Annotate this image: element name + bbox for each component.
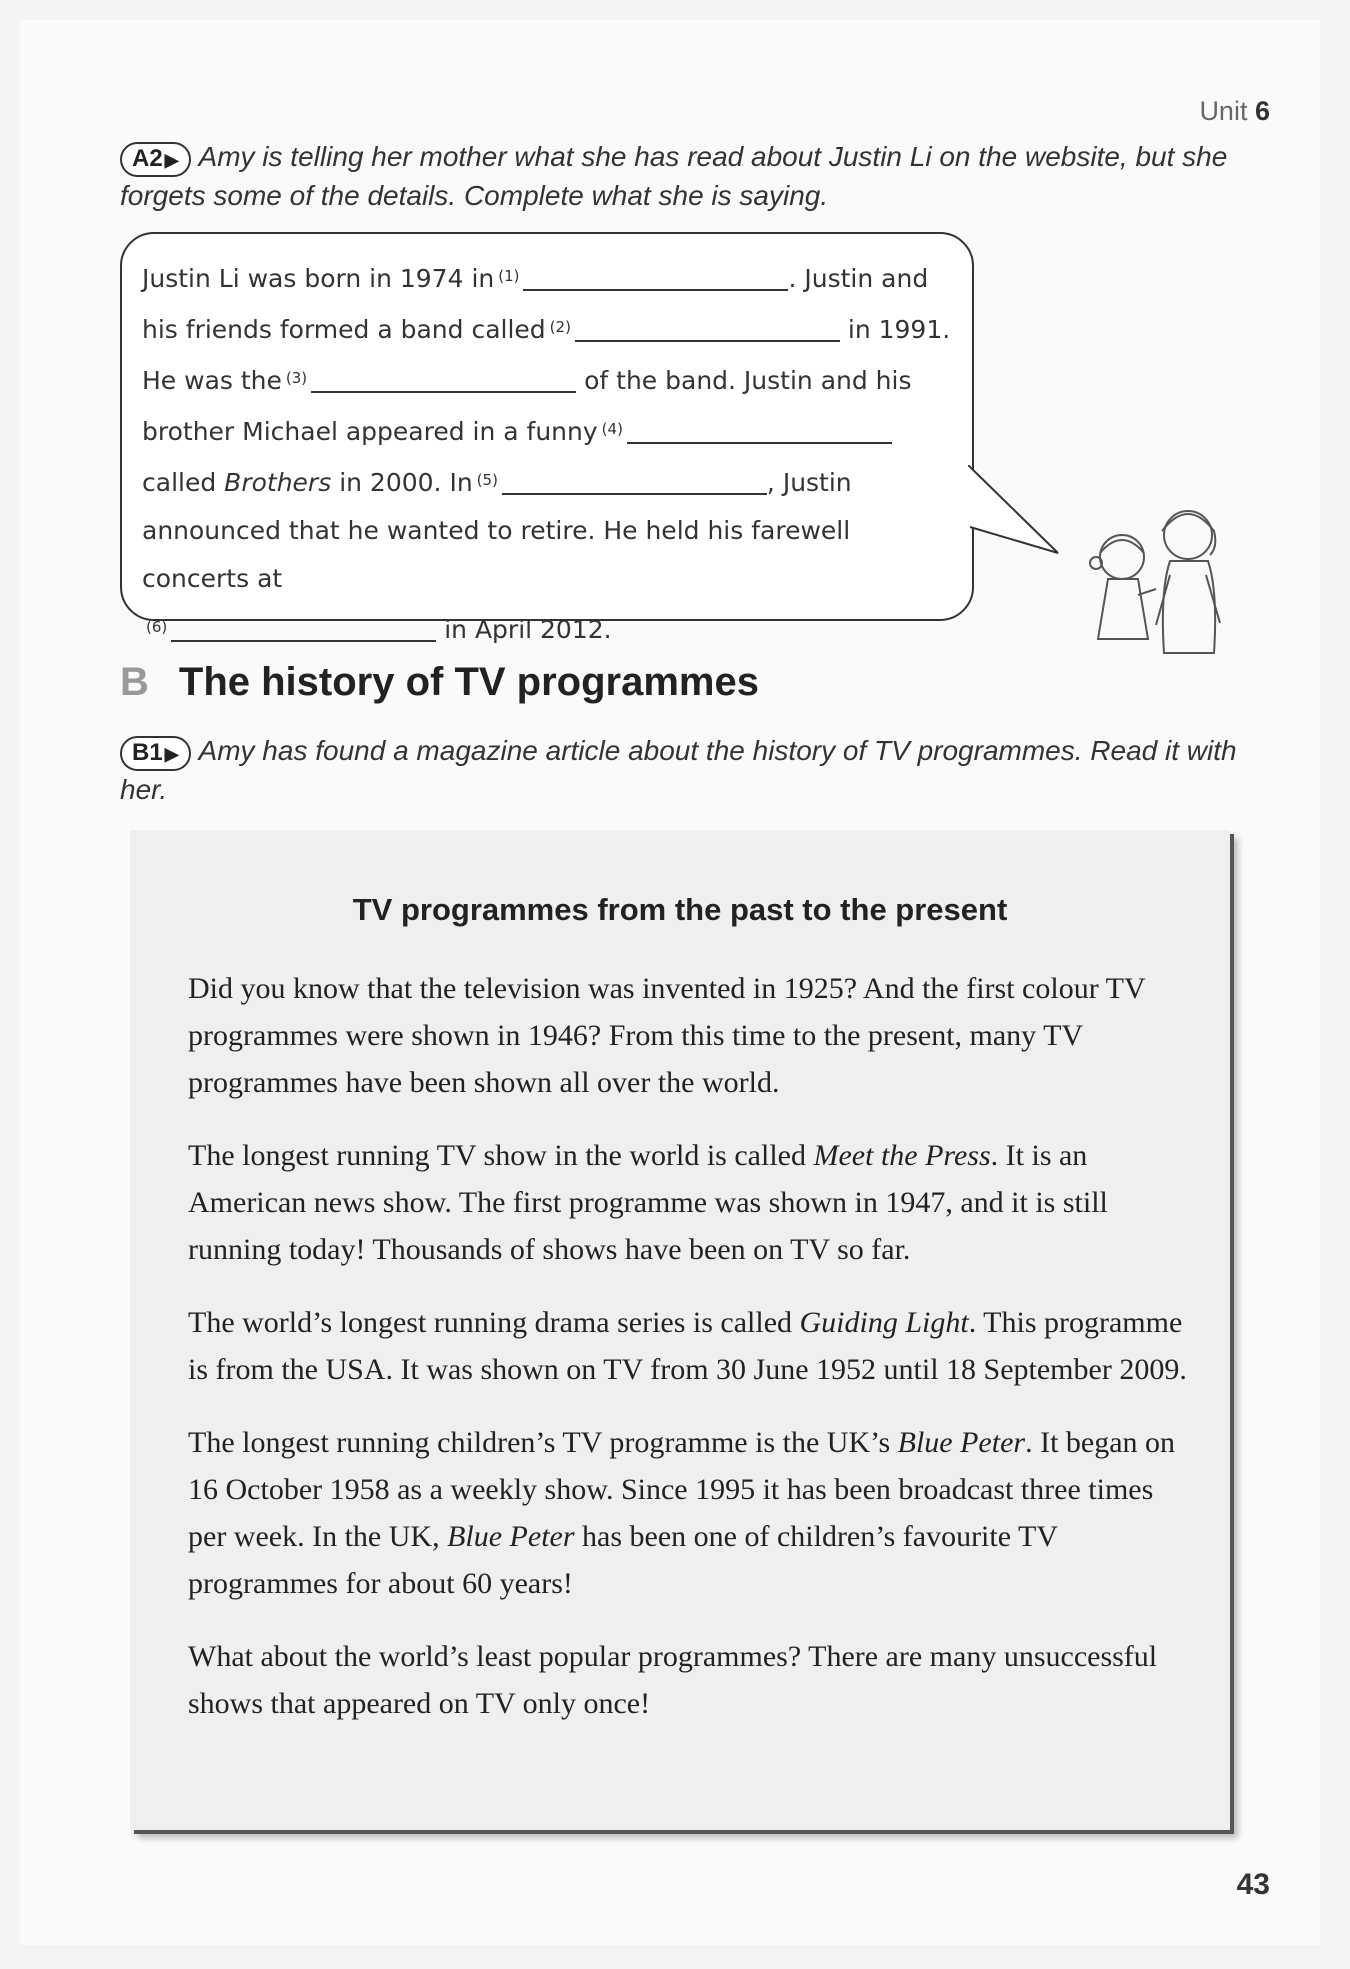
blank-2[interactable]	[575, 314, 840, 342]
article-paragraph-5: What about the world’s least popular programmes? There are many unsuccessful shows that appeared on TV only once!	[188, 1640, 1158, 1720]
amy-and-mother-illustration	[1080, 495, 1240, 665]
blank-5[interactable]	[502, 467, 767, 495]
unit-label: Unit 6	[1199, 96, 1270, 126]
article-body	[188, 965, 1188, 1753]
magazine-article	[130, 830, 1230, 1830]
unit-number: 6	[1254, 96, 1270, 126]
speech-bubble-pointer	[968, 465, 1068, 565]
b1-badge: B1 ▶	[120, 736, 191, 771]
article-paragraph-1: Did you know that the television was invented in 1925? And the first colour TV programmes were shown in 1946? From this time to the present, many TV programmes have been shown all over the world.	[188, 972, 1146, 1099]
article-paragraph-3: The world’s longest running drama series is called Guiding Light. This programme is from the USA. It was shown on TV from 30 June 1952 until 18 September 2009.	[188, 1306, 1187, 1386]
article-paragraph-2: The longest running TV show in the world is called Meet the Press. It is an American news show. The first programme was shown in 1947, and it is still running today! Thousands of shows have been on TV so far.	[188, 1139, 1108, 1266]
a2-instruction: Amy is telling her mother what she has read about Justin Li on the website, but she forgets some of the details. Complete what she is saying.	[120, 141, 1228, 211]
blank-1[interactable]	[523, 263, 788, 291]
section-b-heading: B The history of TV programmes	[120, 660, 759, 704]
play-icon: ▶	[164, 744, 179, 764]
a2-instruction-block	[120, 138, 1260, 215]
blank-4[interactable]	[627, 416, 892, 444]
speech-bubble	[120, 232, 974, 644]
gap-fill-text: Justin Li was born in 1974 in $^{(1)}$ . Justin and his friends formed a band called $^{(2)}$ in 1991. He was the $^{(3)}$ of the band. Justin and his brother Michael appeared in a funny $^{(4)}$ called Brothers in 2000. In $^{(5)}$ , Justin announced that he wanted to retire. He held his farewell concerts at $^{(6)}$ in April 2012.	[142, 264, 951, 644]
page-number: 43	[1236, 1868, 1270, 1901]
a2-badge: A2 ▶	[120, 142, 191, 177]
b1-instruction: Amy has found a magazine article about the history of TV programmes. Read it with her.	[120, 735, 1237, 805]
play-icon: ▶	[164, 150, 179, 170]
article-paragraph-4: The longest running children’s TV programme is the UK’s Blue Peter. It began on 16 October 1958 as a weekly show. Since 1995 it has been broadcast three times per week. In the UK, Blue Peter has been one of children’s favourite TV programmes for about 60 years!	[188, 1426, 1176, 1600]
blank-3[interactable]	[311, 365, 576, 393]
article-title: TV programmes from the past to the present	[352, 892, 1008, 927]
b1-instruction-block	[120, 732, 1260, 809]
blank-6[interactable]	[171, 614, 436, 642]
